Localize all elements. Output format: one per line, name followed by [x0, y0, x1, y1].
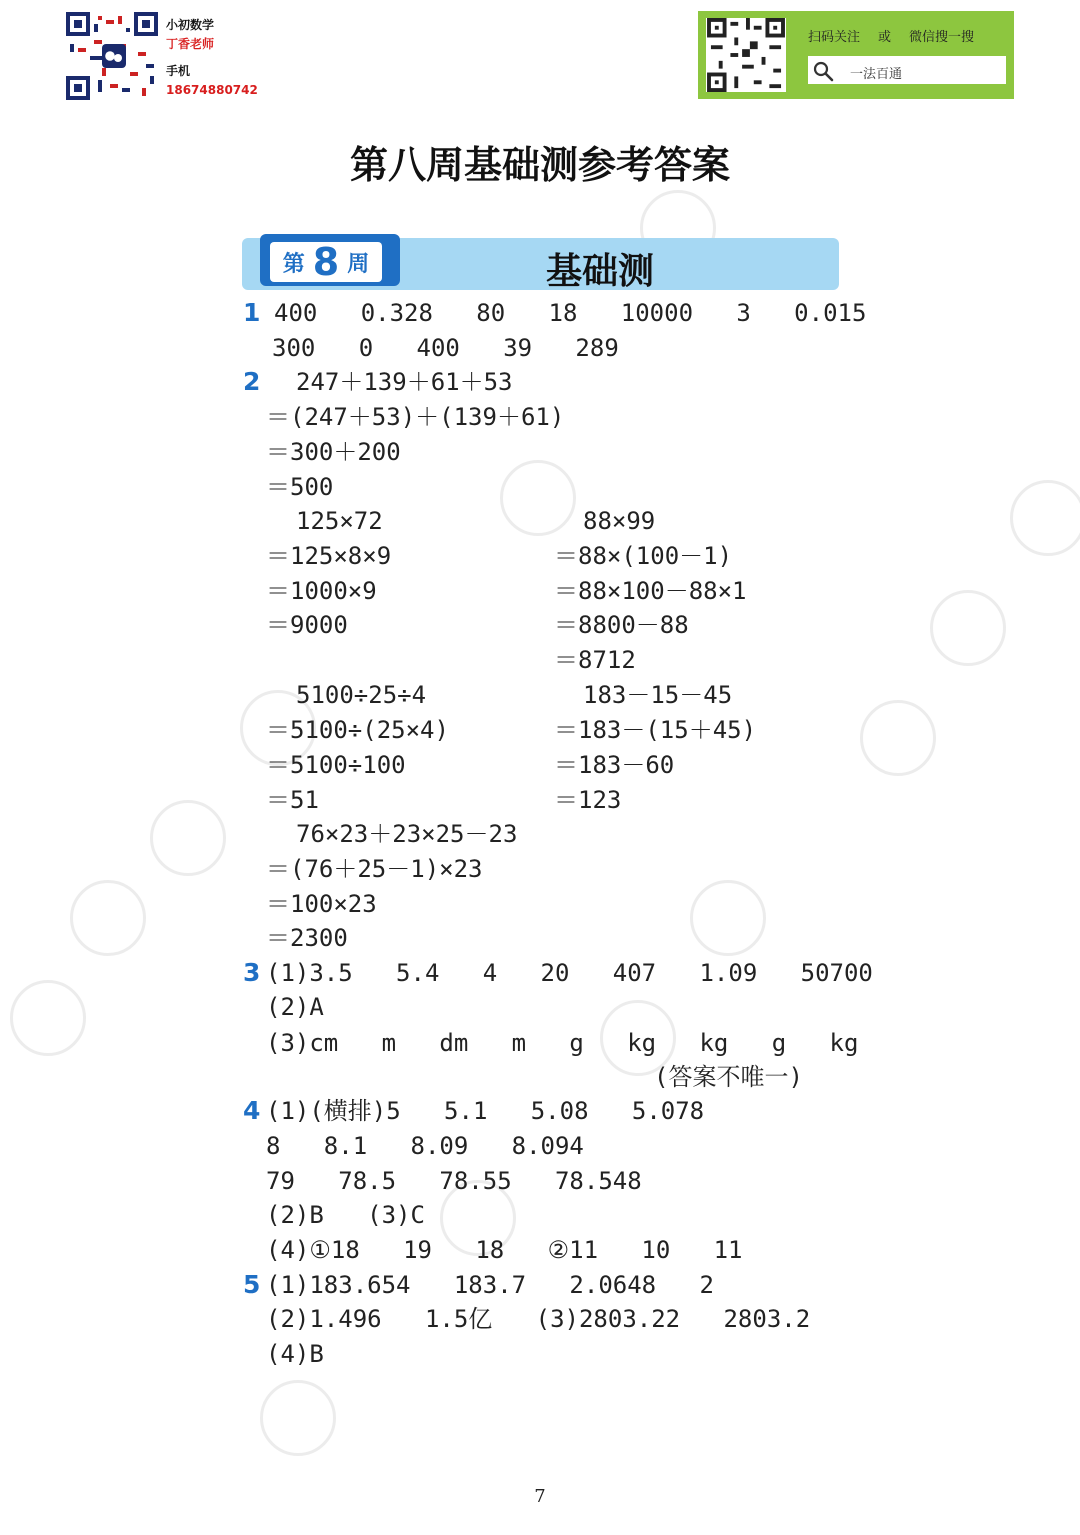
answer-line: 183－15－45	[583, 681, 733, 709]
watermark-logo	[10, 980, 86, 1056]
watermark-logo	[930, 590, 1006, 666]
answer-line: ＝88×100－88×1	[554, 577, 747, 605]
answer-line: (答案不唯一)	[654, 1063, 803, 1091]
section-number: 4	[243, 1096, 261, 1125]
answer-line: ＝183－(15＋45)	[554, 716, 757, 744]
contact-line2: 丁香老师	[166, 37, 215, 51]
answer-line: 76×23＋23×25－23	[296, 820, 518, 848]
or-label: 或	[878, 30, 892, 45]
answer-line: (1)(横排)5 5.1 5.08 5.078	[266, 1097, 705, 1125]
week-number: 8	[312, 240, 340, 284]
answer-line: 247＋139＋61＋53	[296, 368, 513, 396]
answer-line: (2)1.496 1.5亿 (3)2803.22 2803.2	[266, 1305, 811, 1333]
answer-line: ＝300＋200	[266, 438, 401, 466]
answer-line: ＝183－60	[554, 751, 675, 779]
answer-line: (2)B (3)C	[266, 1201, 425, 1229]
answer-line: ＝8712	[554, 646, 636, 674]
scan-follow-label: 扫码关注	[808, 30, 861, 45]
watermark-logo	[500, 460, 576, 536]
watermark-logo	[860, 700, 936, 776]
watermark-logo	[70, 880, 146, 956]
watermark-logo	[260, 1380, 336, 1456]
watermark-logo	[1010, 480, 1080, 556]
search-icon	[812, 60, 834, 82]
answer-line: 300 0 400 39 289	[272, 334, 619, 362]
answer-line: ＝(247＋53)＋(139＋61)	[266, 403, 565, 431]
contact-phone: 18674880742	[166, 83, 258, 97]
qr-code-left	[66, 12, 158, 100]
week-suffix: 周	[347, 252, 370, 277]
search-keyword: 一法百通	[850, 67, 903, 82]
follow-text	[808, 26, 992, 45]
answer-line: 88×99	[583, 507, 656, 535]
week-prefix: 第	[282, 252, 305, 277]
watermark-logo	[690, 880, 766, 956]
answer-line: 79 78.5 78.55 78.548	[266, 1167, 642, 1195]
answer-line: (1)3.5 5.4 4 20 407 1.09 50700	[266, 959, 873, 987]
answer-line: 125×72	[296, 507, 383, 535]
qr-code-right	[706, 18, 786, 92]
answer-line: ＝100×23	[266, 890, 377, 918]
answer-line: (1)183.654 183.7 2.0648 2	[266, 1271, 714, 1299]
watermark-logo	[150, 800, 226, 876]
answer-line: ＝9000	[266, 611, 348, 639]
answer-line: ＝8800－88	[554, 611, 689, 639]
answer-line: ＝5100÷100	[266, 751, 406, 779]
answer-line: ＝125×8×9	[266, 542, 392, 570]
section-number: 5	[243, 1270, 261, 1299]
search-box[interactable]	[808, 56, 1006, 84]
answer-line: 400 0.328 80 18 10000 3 0.015	[274, 299, 867, 327]
answer-line: 8 8.1 8.09 8.094	[266, 1132, 584, 1160]
answer-line: (2)A	[266, 993, 324, 1021]
answer-line: (3)cm m dm m g kg kg g kg	[266, 1029, 859, 1057]
answer-line: ＝88×(100－1)	[554, 542, 733, 570]
wechat-search-label: 微信搜一搜	[909, 30, 975, 45]
week-badge-text	[270, 240, 382, 284]
section-number: 2	[243, 367, 261, 396]
answer-line: ＝1000×9	[266, 577, 377, 605]
answer-line: (4)B	[266, 1340, 324, 1368]
answer-line: (4)①18 19 18 ②11 10 11	[266, 1236, 743, 1264]
section-number: 1	[243, 298, 261, 327]
answer-line: 5100÷25÷4	[296, 681, 427, 709]
answer-line: ＝500	[266, 473, 334, 501]
page-title: 第八周基础测参考答案	[349, 142, 730, 187]
contact-line3: 手机	[166, 64, 191, 78]
answer-line: ＝2300	[266, 924, 348, 952]
answer-line: ＝5100÷(25×4)	[266, 716, 449, 744]
answer-line: ＝123	[554, 786, 622, 814]
contact-info	[166, 16, 258, 100]
banner-title: 基础测	[546, 250, 655, 292]
answer-line: ＝51	[266, 786, 319, 814]
answer-line: ＝(76＋25－1)×23	[266, 855, 483, 883]
section-number: 3	[243, 958, 261, 987]
page-number: 7	[534, 1486, 546, 1507]
contact-line1: 小初数学	[166, 18, 215, 32]
